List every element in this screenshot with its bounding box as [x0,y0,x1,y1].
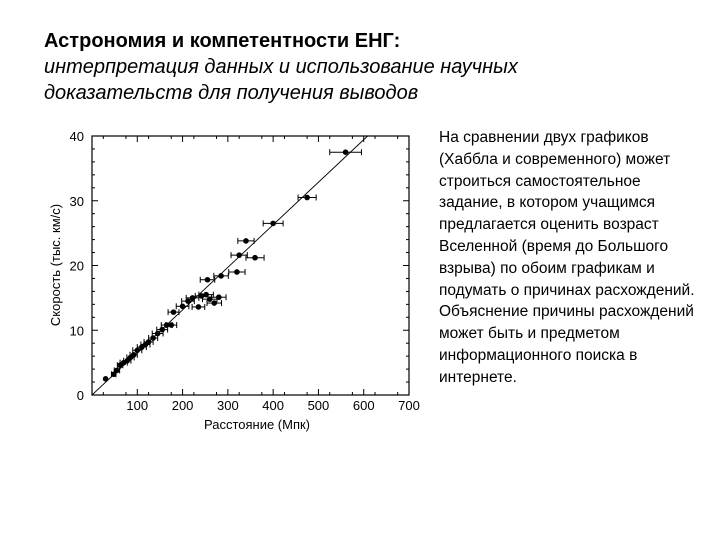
data-point [218,273,224,279]
data-point [343,149,349,155]
title-line-2: интерпретация данных и использование научных [44,56,518,78]
data-point [252,255,258,261]
data-point [114,368,120,374]
data-point [196,304,202,310]
plot-frame [92,136,409,395]
data-point [168,322,174,328]
data-point [190,295,196,301]
data-point [150,335,156,341]
data-point [159,327,165,333]
x-tick-label: 700 [398,398,420,413]
data-point [205,277,211,283]
y-tick-label: 10 [69,323,84,339]
y-tick-label: 30 [69,193,84,209]
x-tick-label: 600 [352,398,375,413]
y-tick-label: 0 [76,388,84,403]
title-line-1: Астрономия и компетентности ЕНГ: [44,30,401,52]
x-tick-label: 200 [171,398,194,413]
y-tick-label: 20 [69,258,84,274]
data-point [236,252,242,258]
data-points [103,149,362,381]
title-line-3: доказательств для получения выводов [44,82,419,104]
y-axis-title: Скорость (тыс. км/с) [48,203,63,327]
data-point [211,300,217,306]
data-point [171,309,177,315]
data-point [155,331,161,337]
data-point [270,221,276,227]
data-point [180,303,186,309]
data-point [103,376,109,382]
x-tick-label: 400 [262,398,284,413]
data-point [234,269,240,275]
y-tick-label: 40 [69,129,84,144]
data-point [243,238,249,244]
data-point [304,195,310,201]
x-tick-label: 300 [217,398,239,413]
data-point [131,352,137,358]
side-description: На сравнении двух графиков (Хаббла и современного) может строиться самостоятельное задание, в котором учащимся предлагается оценить возраст Вселенной (время до Большого взрыва) по обоим графикам и подумать о причинах расхождений. Объяснение причины расхождений может быть и предметом информационного поиска в интернете. [439,129,695,386]
axis-ticks [92,136,409,395]
x-axis-title: Расстояние (Мпк) [203,417,311,432]
x-tick-label: 100 [126,398,149,413]
data-point [216,294,222,300]
x-tick-label: 500 [307,398,330,413]
data-point [203,292,209,298]
